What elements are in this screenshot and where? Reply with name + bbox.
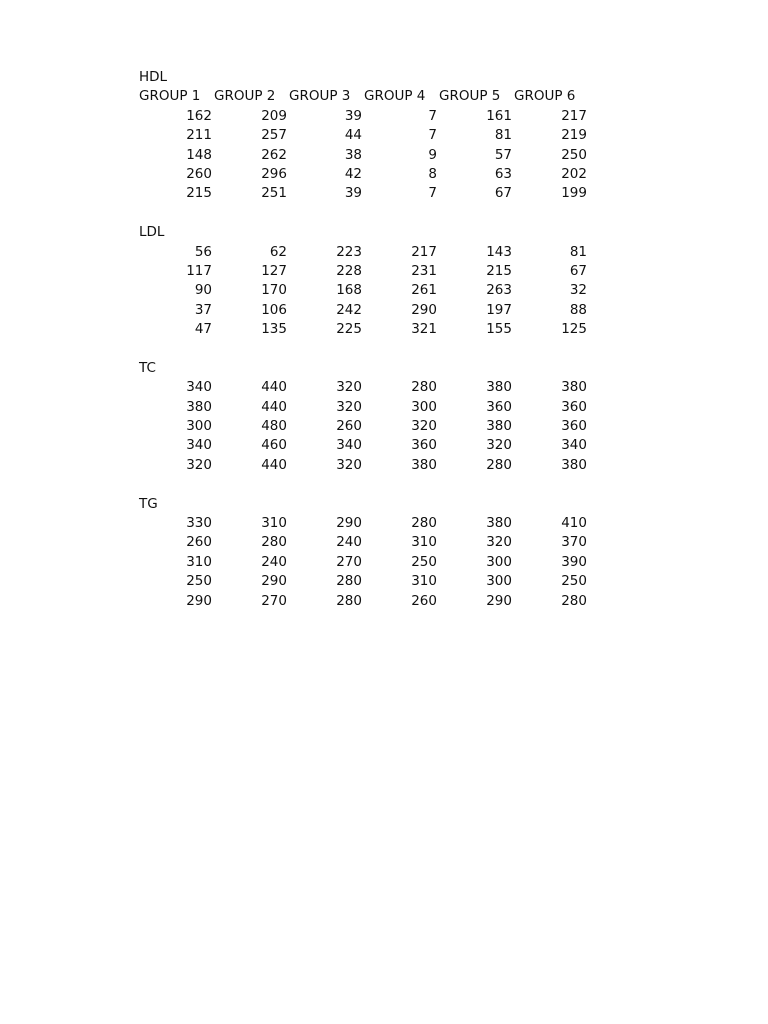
table-cell: 161 <box>486 107 512 124</box>
table-cell: 310 <box>186 553 212 570</box>
table-cell: 8 <box>428 165 437 182</box>
table-cell: 251 <box>261 185 287 202</box>
table-cell: 380 <box>411 456 437 473</box>
table-cell: 280 <box>411 514 437 531</box>
table-cell: 117 <box>186 262 212 279</box>
table-row <box>139 533 587 552</box>
table-cell: 57 <box>494 146 512 163</box>
table-cell: 250 <box>561 146 587 163</box>
table-cell: 90 <box>194 282 212 299</box>
table-cell: 67 <box>494 185 512 202</box>
table-cell: 290 <box>261 573 287 590</box>
table-cell: 211 <box>186 127 212 144</box>
table-row <box>139 146 587 165</box>
table-cell: 263 <box>486 282 512 299</box>
table-cell: 380 <box>561 456 587 473</box>
table-row <box>139 417 587 436</box>
table-cell: 209 <box>261 107 287 124</box>
column-header: GROUP 1 <box>139 88 201 105</box>
table-cell: 320 <box>336 456 362 473</box>
table-row <box>139 126 587 145</box>
table-cell: 320 <box>486 437 512 454</box>
table-cell: 257 <box>261 127 287 144</box>
table-cell: 231 <box>411 262 437 279</box>
table-cell: 480 <box>261 418 287 435</box>
table-cell: 62 <box>269 243 287 260</box>
table-cell: 280 <box>411 379 437 396</box>
table-cell: 290 <box>411 301 437 318</box>
table-cell: 300 <box>486 573 512 590</box>
table-cell: 370 <box>561 534 587 551</box>
column-header: GROUP 3 <box>289 88 351 105</box>
table-row <box>139 436 587 455</box>
table-cell: 44 <box>344 127 362 144</box>
table-cell: 290 <box>336 514 362 531</box>
table-cell: 240 <box>261 553 287 570</box>
table-cell: 240 <box>336 534 362 551</box>
table-cell: 300 <box>186 418 212 435</box>
table-cell: 168 <box>336 282 362 299</box>
table-cell: 7 <box>428 107 437 124</box>
spreadsheet-area <box>139 68 587 611</box>
table-cell: 460 <box>261 437 287 454</box>
table-cell: 340 <box>186 437 212 454</box>
table-cell: 63 <box>494 165 512 182</box>
table-cell: 270 <box>336 553 362 570</box>
column-header: GROUP 2 <box>214 88 276 105</box>
table-cell: 219 <box>561 127 587 144</box>
table-cell: 360 <box>561 418 587 435</box>
table-cell: 217 <box>561 107 587 124</box>
table-cell: 7 <box>428 127 437 144</box>
column-header: GROUP 4 <box>364 88 426 105</box>
table-cell: 440 <box>261 398 287 415</box>
table-cell: 242 <box>336 301 362 318</box>
table-cell: 199 <box>561 185 587 202</box>
column-header: GROUP 5 <box>439 88 501 105</box>
table-cell: 7 <box>428 185 437 202</box>
table-cell: 38 <box>344 146 362 163</box>
table-cell: 380 <box>186 398 212 415</box>
table-cell: 320 <box>186 456 212 473</box>
table-row <box>139 165 587 184</box>
table-cell: 250 <box>561 573 587 590</box>
header-row <box>139 87 576 106</box>
table-row <box>139 514 587 533</box>
table-cell: 270 <box>261 592 287 609</box>
table-cell: 39 <box>344 107 362 124</box>
table-row <box>139 398 587 417</box>
table-cell: 380 <box>486 514 512 531</box>
table-row <box>139 553 587 572</box>
table-cell: 320 <box>486 534 512 551</box>
table-row <box>139 107 587 126</box>
table-cell: 32 <box>569 282 587 299</box>
table-cell: 106 <box>261 301 287 318</box>
table-cell: 162 <box>186 107 212 124</box>
table-cell: 37 <box>194 301 212 318</box>
section-label: HDL <box>139 69 168 85</box>
table-cell: 280 <box>561 592 587 609</box>
table-cell: 300 <box>411 398 437 415</box>
section-label: LDL <box>139 224 165 241</box>
table-cell: 320 <box>336 379 362 396</box>
table-cell: 340 <box>561 437 587 454</box>
table-row <box>139 281 587 300</box>
table-cell: 310 <box>411 573 437 590</box>
table-cell: 360 <box>411 437 437 454</box>
table-cell: 320 <box>411 418 437 435</box>
table-cell: 39 <box>344 185 362 202</box>
table-row <box>139 184 587 203</box>
table-cell: 215 <box>186 185 212 202</box>
table-cell: 250 <box>411 553 437 570</box>
table-cell: 330 <box>186 514 212 531</box>
table-cell: 321 <box>411 321 437 338</box>
table-row <box>139 592 587 611</box>
table-cell: 310 <box>261 514 287 531</box>
table-cell: 410 <box>561 514 587 531</box>
table-cell: 127 <box>261 262 287 279</box>
table-cell: 380 <box>486 418 512 435</box>
table-cell: 262 <box>261 146 287 163</box>
table-cell: 340 <box>186 379 212 396</box>
table-cell: 260 <box>186 534 212 551</box>
table-cell: 225 <box>336 321 362 338</box>
table-cell: 280 <box>336 573 362 590</box>
table-cell: 310 <box>411 534 437 551</box>
table-row <box>139 301 587 320</box>
table-cell: 47 <box>194 321 212 338</box>
table-cell: 260 <box>411 592 437 609</box>
table-cell: 56 <box>194 243 212 260</box>
table-cell: 125 <box>561 321 587 338</box>
table-row <box>139 243 587 262</box>
section-label: TC <box>139 359 156 376</box>
table-cell: 42 <box>344 165 362 182</box>
table-cell: 260 <box>186 165 212 182</box>
table-cell: 135 <box>261 321 287 338</box>
table-cell: 215 <box>486 262 512 279</box>
table-cell: 280 <box>336 592 362 609</box>
table-cell: 260 <box>336 418 362 435</box>
table-row <box>139 456 587 475</box>
table-cell: 143 <box>486 243 512 260</box>
table-cell: 223 <box>336 243 362 260</box>
table-cell: 380 <box>561 379 587 396</box>
table-cell: 228 <box>336 262 362 279</box>
table-cell: 380 <box>486 379 512 396</box>
table-cell: 197 <box>486 301 512 318</box>
section-spacer <box>139 475 167 494</box>
table-cell: 170 <box>261 282 287 299</box>
table-cell: 202 <box>561 165 587 182</box>
column-header: GROUP 6 <box>514 88 576 105</box>
table-cell: 296 <box>261 165 287 182</box>
table-cell: 67 <box>569 262 587 279</box>
table-row <box>139 320 587 339</box>
table-cell: 9 <box>428 146 437 163</box>
table-cell: 217 <box>411 243 437 260</box>
table-row <box>139 572 587 591</box>
table-cell: 320 <box>336 398 362 415</box>
table-cell: 155 <box>486 321 512 338</box>
table-cell: 148 <box>186 146 212 163</box>
table-cell: 440 <box>261 379 287 396</box>
table-cell: 280 <box>486 456 512 473</box>
table-row <box>139 262 587 281</box>
table-cell: 81 <box>494 127 512 144</box>
table-cell: 390 <box>561 553 587 570</box>
table-cell: 290 <box>186 592 212 609</box>
table-cell: 340 <box>336 437 362 454</box>
table-cell: 440 <box>261 456 287 473</box>
table-cell: 250 <box>186 573 212 590</box>
table-cell: 300 <box>486 553 512 570</box>
table-cell: 290 <box>486 592 512 609</box>
table-row <box>139 378 587 397</box>
table-cell: 280 <box>261 534 287 551</box>
table-cell: 88 <box>569 301 587 318</box>
section-label: TG <box>139 495 158 512</box>
table-cell: 360 <box>561 398 587 415</box>
table-cell: 81 <box>569 243 587 260</box>
table-cell: 261 <box>411 282 437 299</box>
table-cell: 360 <box>486 398 512 415</box>
section-spacer <box>139 204 167 223</box>
section-spacer <box>139 339 167 358</box>
